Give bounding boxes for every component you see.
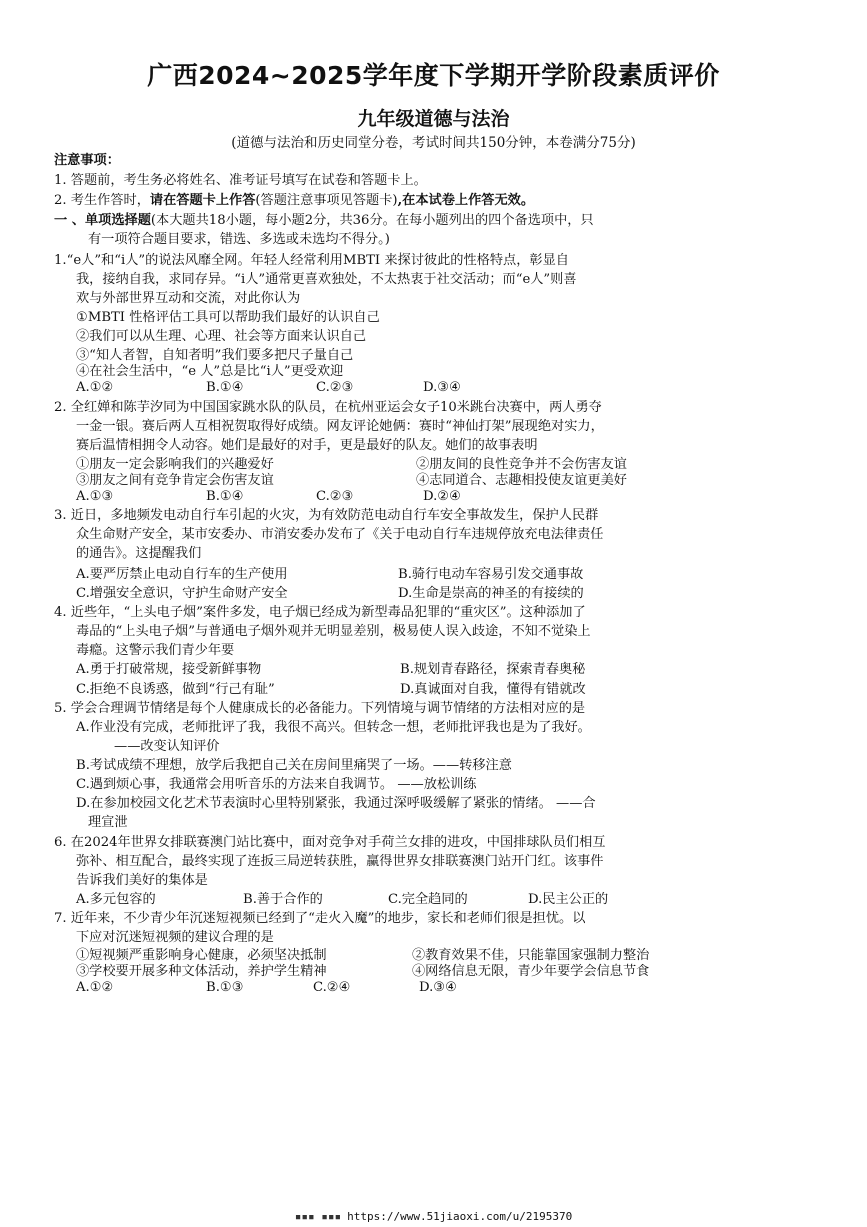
q1-stem-1: 1.“e人”和“i人”的说法风靡全网。年轻人经常利用MBTI 来探讨彼此的性格特点，彰显自 <box>54 253 569 268</box>
section-header <box>54 211 594 230</box>
q6-stem-1: 6. 在2024年世界女排联赛澳门站比赛中，面对竞争对手荷兰女排的进攻，中国排球队员们相互 <box>54 835 606 850</box>
q6-choice-b: B.善于合作的 <box>243 892 323 907</box>
q1-choice-a: A.①② <box>76 380 114 395</box>
notice-item-2 <box>54 191 534 210</box>
q5-choice-d: D.在参加校园文化艺术节表演时心里特别紧张，我通过深呼吸缓解了紧张的情绪。 ——合 <box>76 796 596 811</box>
q2-stem-2: 一金一银。赛后两人互相祝贺取得好成绩。网友评论她俩：赛时“神仙打架”展现绝对实力， <box>76 419 604 434</box>
q3-choice-d: D.生命是崇高的神圣的有接续的 <box>398 586 584 601</box>
q6-choice-d: D.民主公正的 <box>528 892 609 907</box>
q3-stem-1: 3. 近日，多地频发电动自行车引起的火灾，为有效防范电动自行车安全事故发生，保护人民群 <box>54 508 599 523</box>
q7-choice-b: B.①③ <box>206 980 244 995</box>
q4-stem-2: 毒品的“上头电子烟”与普通电子烟外观并无明显差别，极易使人误入歧途，不知不觉染上 <box>76 624 591 639</box>
exam-info: (道德与法治和历史同堂分卷，考试时间共150分钟，本卷满分75分) <box>231 135 636 151</box>
section-title: 一 、单项选择题 <box>54 213 151 228</box>
q2-stem-3: 赛后温情相拥令人动容。她们是最好的对手，更是最好的队友。她们的故事表明 <box>76 438 538 453</box>
q5-choice-d-2: 理宣泄 <box>88 815 128 830</box>
q5-stem-1: 5. 学会合理调节情绪是每个人健康成长的必备能力。下列情境与调节情绪的方法相对应的是 <box>54 701 586 716</box>
q7-stem-1: 7. 近年来，不少青少年沉迷短视频已经到了“走火入魔”的地步，家长和老师们很是担忧。以 <box>54 911 586 926</box>
q4-choice-b: B.规划青春路径，探索青春奥秘 <box>400 662 586 677</box>
q6-choice-a: A.多元包容的 <box>76 892 156 907</box>
q2-choice-c: C.②③ <box>316 489 354 504</box>
q2-choice-a: A.①③ <box>76 489 114 504</box>
q5-choice-a: A.作业没有完成，老师批评了我，我很不高兴。但转念一想，老师批评我也是为了我好。 <box>76 720 591 735</box>
q1-choice-b: B.①④ <box>206 380 244 395</box>
q3-choice-c: C.增强安全意识，守护生命财产安全 <box>76 586 288 601</box>
q2-option-3: ③朋友之间有竞争肯定会伤害友谊 <box>76 473 274 488</box>
q4-choice-c: C.拒绝不良诱惑，做到“行己有耻” <box>76 682 275 697</box>
q7-stem-2: 下应对沉迷短视频的建议合理的是 <box>76 930 274 945</box>
q2-option-1: ①朋友一定会影响我们的兴趣爱好 <box>76 457 274 472</box>
q7-choice-a: A.①② <box>76 980 114 995</box>
q1-option-4: ④在社会生活中，“e 人”总是比“i人”更受欢迎 <box>76 364 344 379</box>
q7-option-4: ④网络信息无限，青少年要学会信息节食 <box>412 964 650 979</box>
q3-stem-2: 众生命财产安全，某市安委办、市消安委办发布了《关于电动自行车违规停放充电法律责任 <box>76 527 604 542</box>
q6-choice-c: C.完全趋同的 <box>388 892 468 907</box>
q3-stem-3: 的通告》。这提醒我们 <box>76 546 202 561</box>
q1-option-3: ③“知人者智，自知者明”我们要多把尺子量自己 <box>76 348 354 363</box>
notice-item-1: 1. 答题前，考生务必将姓名、准考证号填写在试卷和答题卡上。 <box>54 173 427 188</box>
q1-option-1: ①MBTI 性格评估工具可以帮助我们最好的认识自己 <box>76 310 380 325</box>
notice-heading: 注意事项： <box>54 153 120 168</box>
q2-option-4: ④志同道合、志趣相投使友谊更美好 <box>416 473 627 488</box>
q7-option-2: ②教育效果不佳，只能靠国家强制力整治 <box>412 948 650 963</box>
q7-choice-d: D.③④ <box>419 980 457 995</box>
q1-choice-d: D.③④ <box>423 380 461 395</box>
q2-stem-1: 2. 全红婵和陈芋汐同为中国国家跳水队的队员，在杭州亚运会女子10米跳台决赛中，两人勇夺 <box>54 400 602 415</box>
notice-item-2-b: 请在答题卡上作答 <box>149 193 256 208</box>
q3-choice-a: A.要严厉禁止电动自行车的生产使用 <box>76 567 288 582</box>
q7-option-3: ③学校要开展多种文体活动，养护学生精神 <box>76 964 327 979</box>
q6-stem-2: 弥补、相互配合，最终实现了连扳三局逆转获胜，赢得世界女排联赛澳门站开门红。该事件 <box>76 854 604 869</box>
q1-stem-3: 欢与外部世界互动和交流，对此你认为 <box>76 291 301 306</box>
q4-choice-d: D.真诚面对自我，懂得有错就改 <box>400 682 586 697</box>
q5-choice-c: C.遇到烦心事，我通常会用听音乐的方法来自我调节。 ——放松训练 <box>76 777 477 792</box>
q7-option-1: ①短视频严重影响身心健康，必须坚决抵制 <box>76 948 327 963</box>
q6-stem-3: 告诉我们美好的集体是 <box>76 873 208 888</box>
q4-stem-1: 4. 近些年，“上头电子烟”案件多发，电子烟已经成为新型毒品犯罪的“重灾区”。这种添加了 <box>54 605 586 620</box>
q5-choice-a-2: ——改变认知评价 <box>114 739 220 754</box>
q7-choice-c: C.②④ <box>313 980 351 995</box>
q1-option-2: ②我们可以从生理、心理、社会等方面来认识自己 <box>76 329 367 344</box>
notice-item-2-d: ,在本试卷上作答无效。 <box>397 193 535 208</box>
watermark-dots-icon: ▪▪▪ ▪▪▪ <box>294 1210 342 1223</box>
q2-choice-d: D.②④ <box>423 489 461 504</box>
notice-item-2-a: 2. 考生作答时， <box>54 193 150 208</box>
q3-choice-b: B.骑行电动车容易引发交通事故 <box>398 567 584 582</box>
q1-choice-c: C.②③ <box>316 380 354 395</box>
section-desc-2: 有一项符合题目要求，错选、多选或未选均不得分。) <box>88 232 390 247</box>
section-desc: (本大题共18小题，每小题2分，共36分。在每小题列出的四个备选项中，只 <box>150 213 594 228</box>
footer-url[interactable]: https://www.51jiaoxi.com/u/2195370 <box>347 1210 573 1223</box>
q4-stem-3: 毒瘾。这警示我们青少年要 <box>76 643 235 658</box>
q1-stem-2: 我，接纳自我，求同存异。“i人”通常更喜欢独处，不太热衷于社交活动；而“e人”则喜 <box>76 272 577 287</box>
q2-option-2: ②朋友间的良性竞争并不会伤害友谊 <box>416 457 627 472</box>
footer-watermark <box>0 1210 867 1223</box>
q5-choice-b: B.考试成绩不理想，放学后我把自己关在房间里痛哭了一场。——转移注意 <box>76 758 512 773</box>
q2-choice-b: B.①④ <box>206 489 244 504</box>
q4-choice-a: A.勇于打破常规，接受新鲜事物 <box>76 662 262 677</box>
notice-item-2-c: (答题注意事项见答题卡) <box>255 193 398 208</box>
exam-title: 广西2024~2025学年度下学期开学阶段素质评价 <box>147 61 720 90</box>
exam-subtitle: 九年级道德与法治 <box>357 108 510 130</box>
